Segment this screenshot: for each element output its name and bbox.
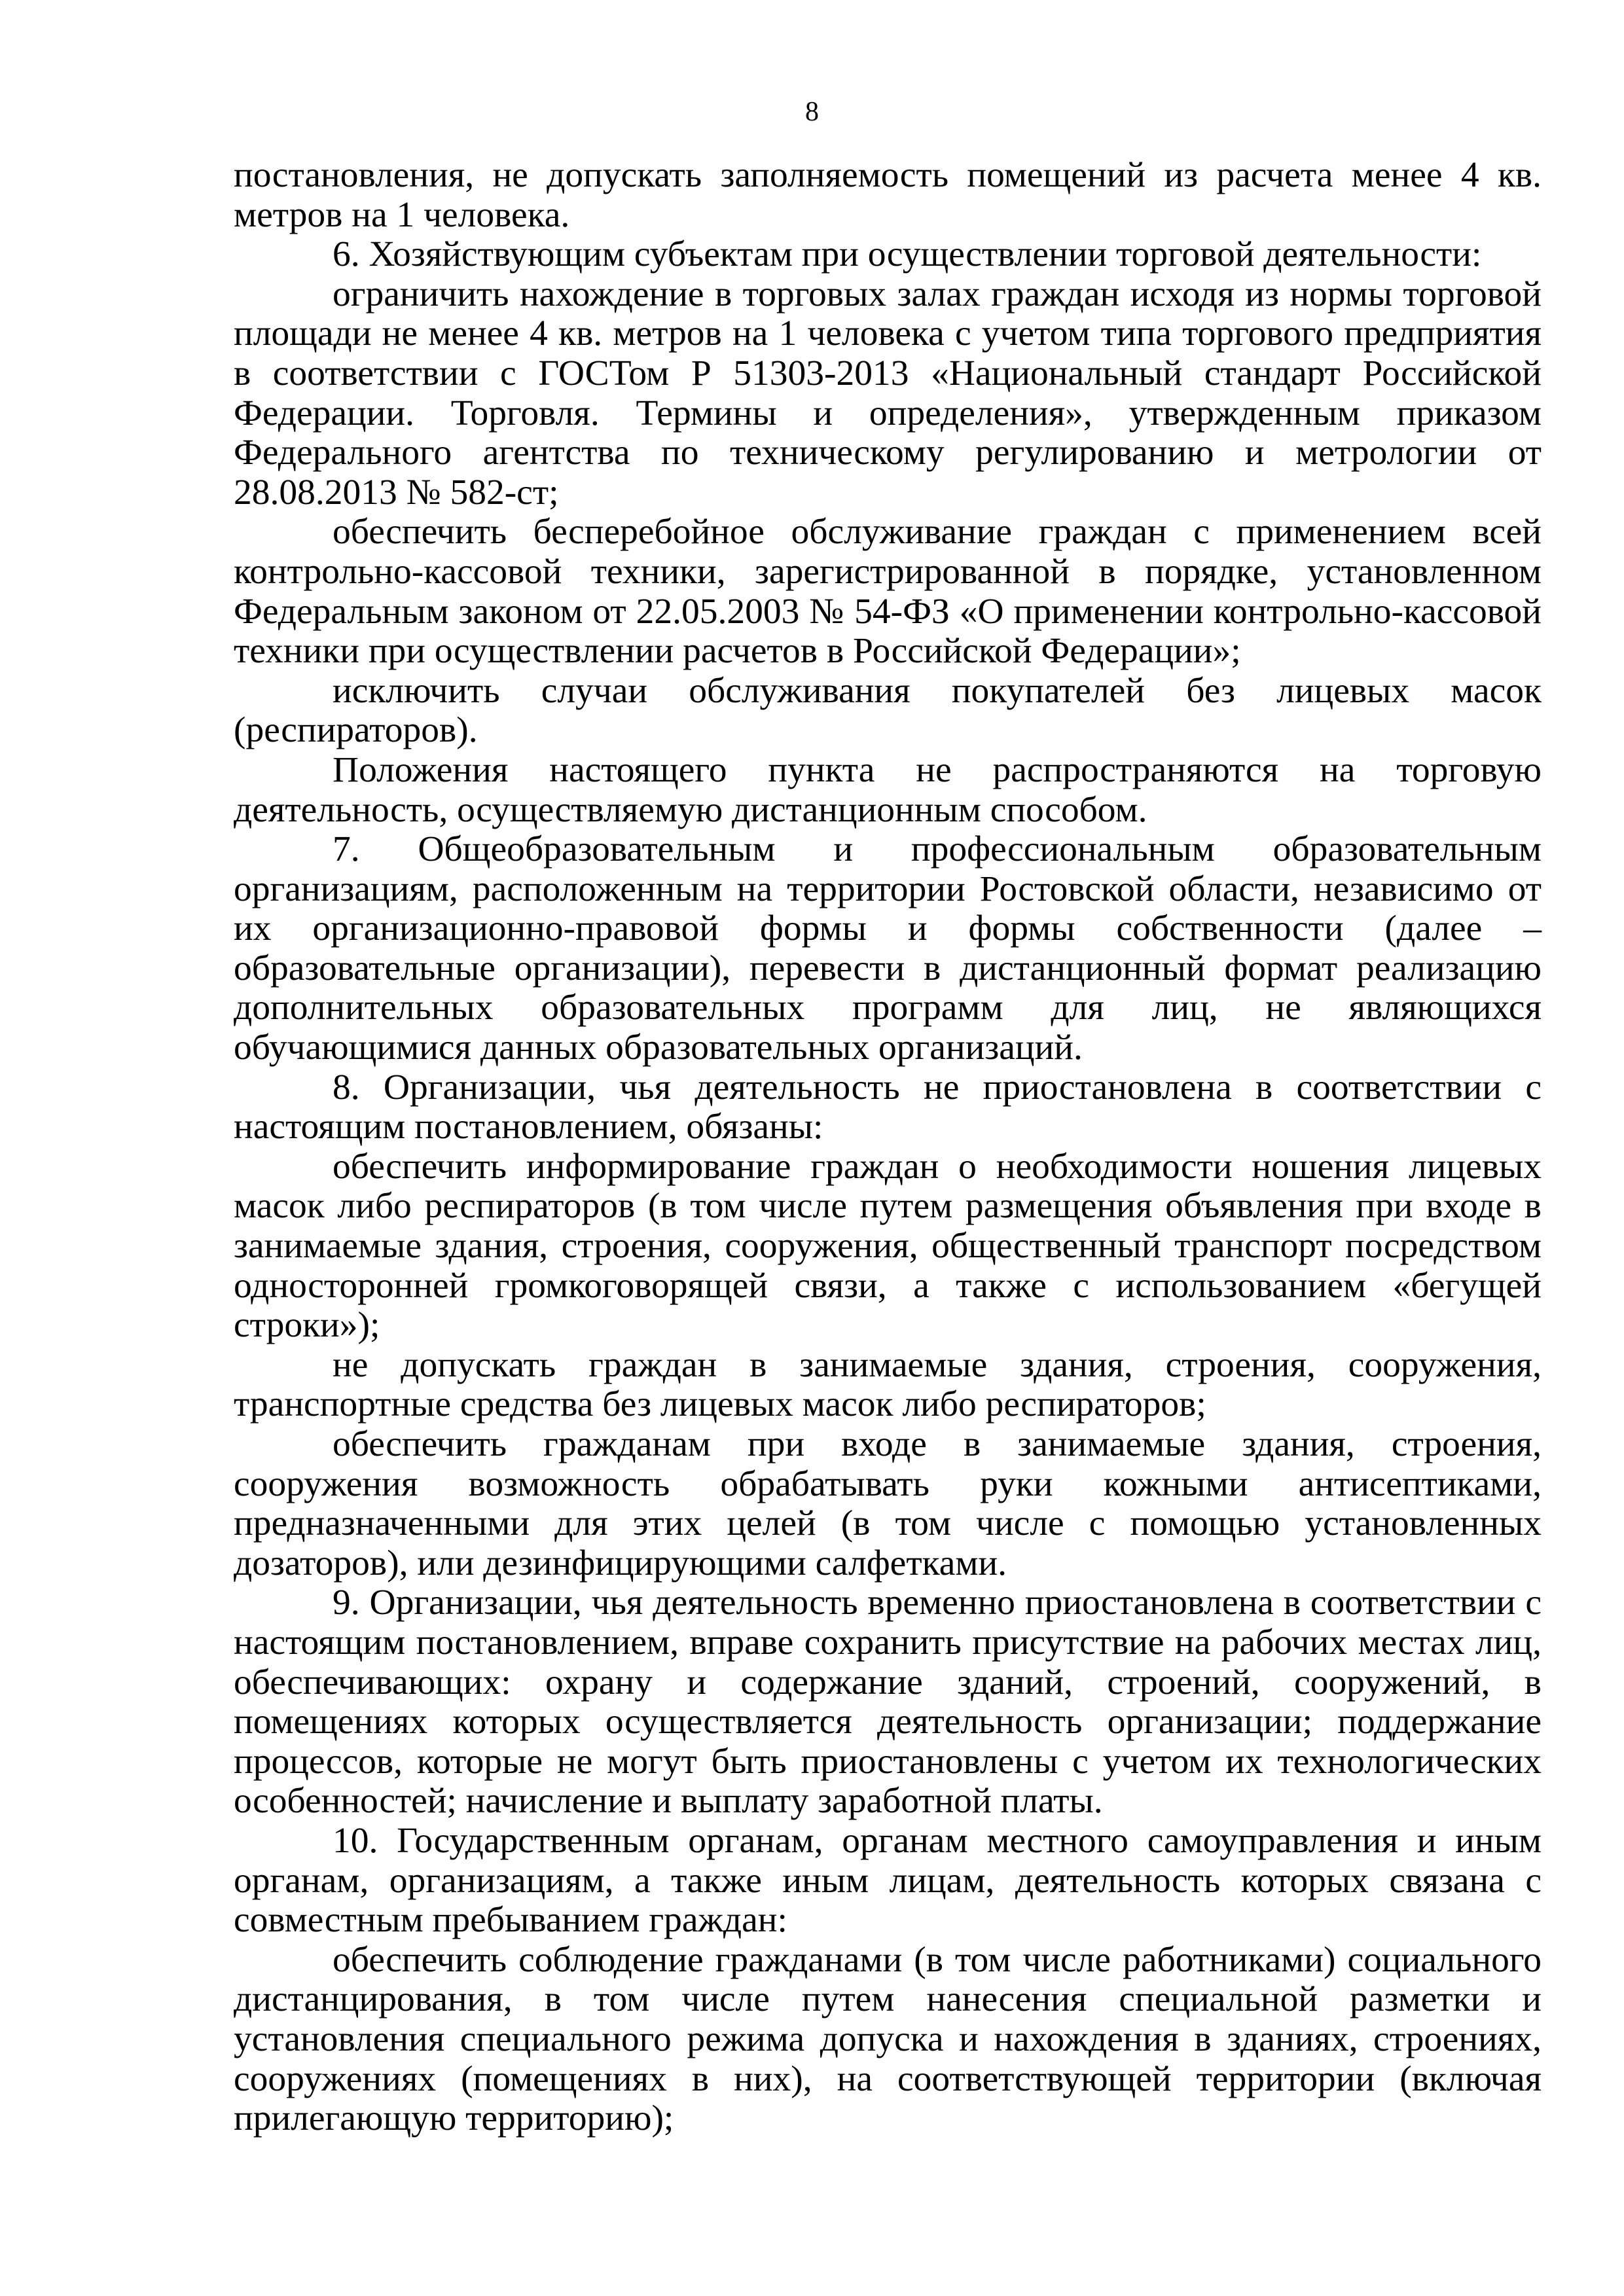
paragraph: обеспечить соблюдение гражданами (в том числе работниками) социального дистанцирования, в том числе путем нанесения специальной разметки и установления специального режима допуска и нахождения в зданиях, строениях, сооружениях (помещениях в них), на соответствующей территории (включая прилегающую территорию); bbox=[234, 1939, 1542, 2139]
paragraph: ограничить нахождение в торговых залах граждан исходя из нормы торговой площади не менее 4 кв. метров на 1 человека с учетом типа торгового предприятия в соответствии с ГОСТом Р 51303-2013 «Национальный стандарт Российской Федерации. Торговля. Термины и определения», утвержденным приказом Федерального агентства по техническому регулированию и метрологии от 28.08.2013 № 582-ст; bbox=[234, 274, 1542, 512]
document-body bbox=[234, 156, 1542, 2139]
paragraph: 10. Государственным органам, органам местного самоуправления и иным органам, организациям, а также иным лицам, деятельность которых связана с совместным пребыванием граждан: bbox=[234, 1820, 1542, 1941]
paragraph: 8. Организации, чья деятельность не приостановлена в соответствии с настоящим постановлением, обязаны: bbox=[234, 1067, 1542, 1147]
paragraph: обеспечить информирование граждан о необходимости ношения лицевых масок либо респираторов (в том числе путем размещения объявления при входе в занимаемые здания, строения, сооружения, общественный транспорт посредством односторонней громкоговорящей связи, а также с использованием «бегущей строки»); bbox=[234, 1146, 1542, 1346]
paragraph: обеспечить гражданам при входе в занимаемые здания, строения, сооружения возможность обрабатывать руки кожными антисептиками, предназначенными для этих целей (в том числе с помощью установленных дозаторов), или дезинфицирующими салфетками. bbox=[234, 1424, 1542, 1583]
paragraph: 6. Хозяйствующим субъектам при осуществлении торговой деятельности: bbox=[333, 234, 1482, 275]
paragraph: постановления, не допускать заполняемость помещений из расчета менее 4 кв. метров на 1 человека. bbox=[234, 155, 1542, 235]
paragraph: обеспечить бесперебойное обслуживание граждан с применением всей контрольно-кассовой техники, зарегистрированной в порядке, установленном Федеральным законом от 22.05.2003 № 54-ФЗ «О применении контрольно-кассовой техники при осуществлении расчетов в Российской Федерации»; bbox=[234, 512, 1542, 672]
paragraph: Положения настоящего пункта не распространяются на торговую деятельность, осуществляемую дистанционным способом. bbox=[234, 749, 1542, 830]
page-number: 8 bbox=[805, 97, 819, 127]
paragraph: исключить случаи обслуживания покупателей без лицевых масок (респираторов). bbox=[234, 670, 1542, 751]
paragraph: 9. Организации, чья деятельность временно приостановлена в соответствии с настоящим постановлением, вправе сохранить присутствие на рабочих местах лиц, обеспечивающих: охрану и содержание зданий, строений, сооружений, в помещениях которых осуществляется деятельность организации; поддержание процессов, которые не могут быть приостановлены с учетом их технологических особенностей; начисление и выплату заработной платы. bbox=[234, 1583, 1542, 1821]
paragraph: 7. Общеобразовательным и профессиональным образовательным организациям, расположенным на территории Ростовской области, независимо от их организационно-правовой формы и формы собственности (далее – образовательные организации), перевести в дистанционный формат реализацию дополнительных образовательных программ для лиц, не являющихся обучающимися данных образовательных организаций. bbox=[234, 829, 1542, 1068]
paragraph: не допускать граждан в занимаемые здания, строения, сооружения, транспортные средства без лицевых масок либо респираторов; bbox=[234, 1344, 1542, 1425]
